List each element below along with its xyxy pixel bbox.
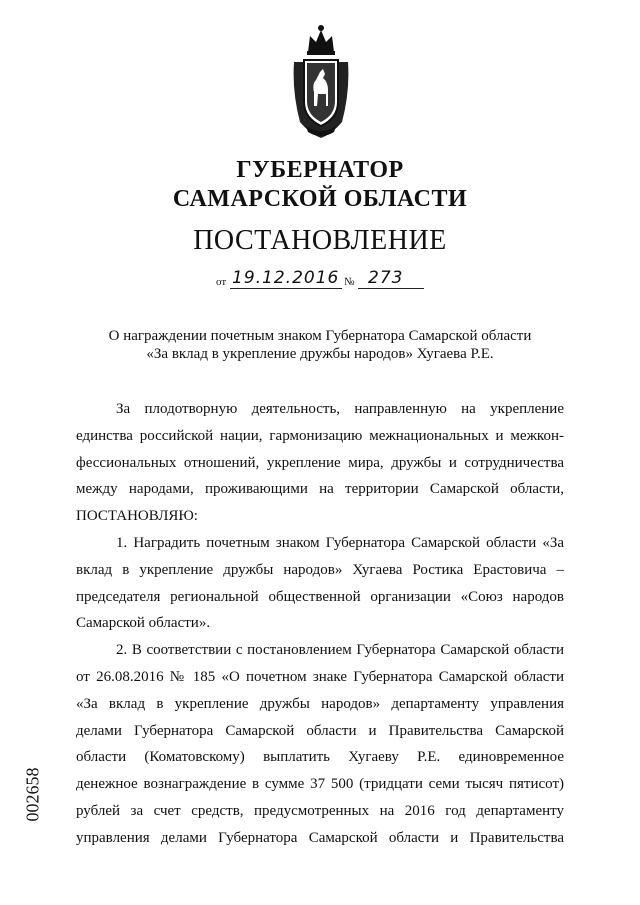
region-title: САМАРСКОЙ ОБЛАСТИ xyxy=(172,186,468,212)
date-label: от xyxy=(216,276,227,288)
body-line: управления делами Губернатора Самарской области и Правительства xyxy=(76,829,564,846)
number-label: № xyxy=(344,276,355,288)
body-line: единства российской нации, гармонизацию межнациональных и межкон- xyxy=(76,427,564,444)
body-line: области (Коматовскому) выплатить Хугаеву Р.Е. единовременное xyxy=(76,749,564,766)
body-line: вклад в укрепление дружбы народов» Хугаева Ростика Ерастовича – xyxy=(76,561,564,578)
body-line: ПОСТАНОВЛЯЮ: xyxy=(76,508,198,525)
body-line: «За вклад в укрепление дружбы народов» департаменту управления xyxy=(76,695,564,712)
body-line: фессиональных отношений, укрепление мира, дружбы и сотрудничества xyxy=(76,454,564,471)
body-line: За плодотворную деятельность, направленную на укрепление xyxy=(116,401,564,417)
body-line: денежное вознаграждение в сумме 37 500 (тридцати семи тысяч пятисот) xyxy=(76,776,564,793)
number-underline xyxy=(358,288,424,289)
body-line: от 26.08.2016 № 185 «О почетном знаке Губернатора Самарской области xyxy=(76,668,564,685)
date-value: 19.12.2016 xyxy=(232,268,340,288)
body-line: между народами, проживающими на территории Самарской области, xyxy=(76,481,564,498)
body-line: 1. Наградить почетным знаком Губернатора Самарской области «За xyxy=(116,534,564,551)
subject-line: О награждении почетным знаком Губернатора Самарской области xyxy=(108,328,532,344)
stamp-number: 002658 xyxy=(22,767,43,822)
body-line: 2. В соответствии с постановлением Губернатора Самарской области xyxy=(116,642,564,659)
document-type: ПОСТАНОВЛЕНИЕ xyxy=(193,225,447,256)
body-line: Самарской области». xyxy=(76,615,211,632)
subject-line: «За вклад в укрепление дружбы народов» Хугаева Р.Е. xyxy=(146,346,494,362)
number-value: 273 xyxy=(368,268,404,288)
governor-title: ГУБЕРНАТОР xyxy=(236,157,404,183)
registration-stamp xyxy=(22,768,52,830)
body-line: делами Губернатора Самарской области и Правительства Самарской xyxy=(76,722,564,739)
samara-coat-of-arms-icon xyxy=(290,22,352,140)
date-underline xyxy=(230,288,342,289)
body-line: председателя региональной общественной организации «Союз народов xyxy=(76,588,564,605)
body-line: рублей за счет средств, предусмотренных на 2016 год департаменту xyxy=(76,802,564,819)
document-body xyxy=(76,396,564,852)
